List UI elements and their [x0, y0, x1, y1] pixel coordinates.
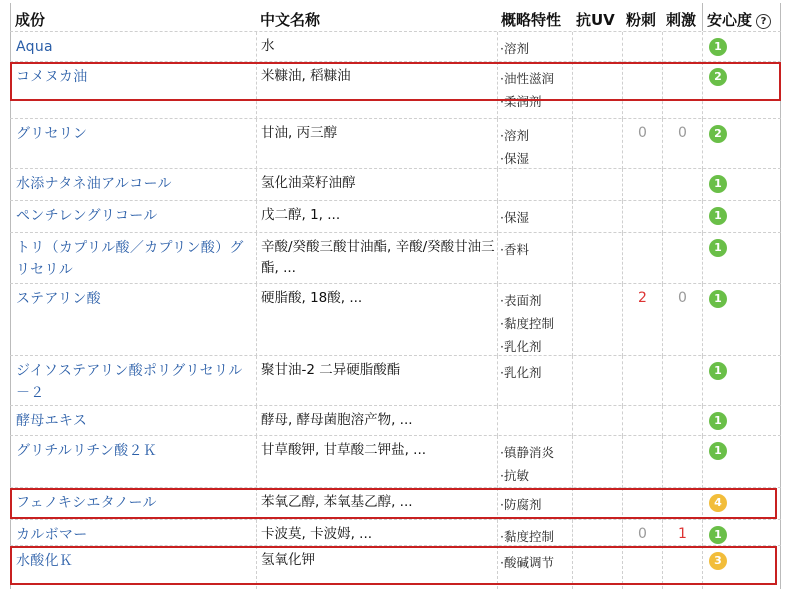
irritation-cell — [662, 488, 702, 520]
safety-badge[interactable]: 1 — [709, 526, 727, 544]
acne-value — [623, 436, 662, 442]
chinese-name-cell — [256, 32, 497, 62]
acne-cell — [622, 119, 662, 169]
acne-cell — [622, 488, 662, 520]
property-list — [498, 406, 572, 411]
property-item: ·乳化剂 — [500, 339, 542, 354]
safety-badge[interactable]: 1 — [709, 290, 727, 308]
property-item: ·黏度控制 — [500, 529, 554, 544]
irritation-cell — [662, 284, 702, 356]
chinese-name-cell — [256, 284, 497, 356]
uv-cell — [572, 520, 622, 546]
acne-cell — [622, 546, 662, 589]
ingredient-cell — [10, 546, 256, 589]
property-cell — [497, 32, 572, 62]
chinese-name-cell — [256, 169, 497, 201]
ingredient-link[interactable]: カルボマー — [16, 527, 88, 543]
uv-cell — [572, 284, 622, 356]
table-row — [10, 545, 781, 589]
ingredient-link[interactable]: 酵母エキス — [16, 413, 88, 429]
ingredient-cell — [10, 62, 256, 119]
ingredient-cell — [10, 169, 256, 201]
table-row — [10, 283, 781, 356]
header-safety-label: 安心度 — [707, 11, 753, 29]
irritation-cell — [662, 32, 702, 62]
safety-badge[interactable]: 1 — [709, 442, 727, 460]
irritation-cell — [662, 169, 702, 201]
irritation-value — [663, 233, 702, 239]
uv-cell — [572, 233, 622, 284]
irritation-value — [663, 201, 702, 207]
chinese-name: 卡波莫, 卡波姆, ... — [261, 526, 373, 542]
table-row — [10, 355, 781, 406]
acne-cell — [622, 32, 662, 62]
uv-value — [573, 520, 622, 526]
acne-cell — [622, 356, 662, 406]
ingredient-cell — [10, 32, 256, 62]
safety-badge[interactable]: 1 — [709, 362, 727, 380]
acne-cell — [622, 62, 662, 119]
property-cell — [497, 488, 572, 520]
acne-cell — [622, 436, 662, 488]
acne-value — [623, 233, 662, 239]
chinese-name: 氢化油菜籽油醇 — [261, 175, 356, 191]
table-row — [10, 232, 781, 284]
safety-badge[interactable]: 3 — [709, 552, 727, 570]
acne-cell — [622, 169, 662, 201]
chinese-name: 甘油, 丙三醇 — [261, 125, 338, 141]
property-item: ·抗敏 — [500, 468, 529, 483]
safety-cell — [702, 356, 781, 406]
uv-value — [573, 406, 622, 412]
property-list — [498, 546, 572, 574]
ingredient-link[interactable]: グリチルリチン酸２Ｋ — [16, 443, 158, 459]
table-row — [10, 200, 781, 233]
ingredient-cell — [10, 119, 256, 169]
property-item: ·保湿 — [500, 151, 529, 166]
irritation-value: 0 — [678, 125, 687, 141]
acne-cell — [622, 520, 662, 546]
safety-cell — [702, 406, 781, 436]
irritation-value — [663, 169, 702, 175]
chinese-name: 氢氧化钾 — [261, 552, 315, 568]
property-list — [498, 488, 572, 516]
table-row — [10, 487, 781, 520]
acne-cell — [622, 201, 662, 233]
property-item: ·防腐剂 — [500, 497, 542, 512]
acne-value — [623, 546, 662, 552]
property-list — [498, 233, 572, 261]
safety-cell — [702, 233, 781, 284]
uv-value — [573, 169, 622, 175]
property-cell — [497, 119, 572, 169]
uv-value — [573, 488, 622, 494]
header-safety — [702, 3, 781, 31]
safety-badge[interactable]: 2 — [709, 68, 727, 86]
property-list — [498, 436, 572, 487]
uv-cell — [572, 488, 622, 520]
chinese-name: 甘草酸钾, 甘草酸二钾盐, ... — [261, 442, 427, 458]
property-cell — [497, 201, 572, 233]
header-irritation: 刺激 — [666, 11, 697, 29]
uv-value — [573, 201, 622, 207]
uv-value — [573, 546, 622, 552]
property-cell — [497, 520, 572, 546]
property-cell — [497, 62, 572, 119]
chinese-name-cell — [256, 356, 497, 406]
table-row — [10, 405, 781, 436]
chinese-name: 硬脂酸, 18酸, ... — [261, 290, 363, 306]
table-row — [10, 31, 781, 62]
uv-value — [573, 284, 622, 290]
safety-cell — [702, 520, 781, 546]
ingredient-link[interactable]: フェノキシエタノール — [16, 495, 157, 511]
acne-value — [623, 169, 662, 175]
acne-value: 2 — [638, 290, 647, 306]
table-row — [10, 519, 781, 546]
property-item: ·镇静消炎 — [500, 445, 554, 460]
acne-value — [623, 406, 662, 412]
chinese-name: 苯氧乙醇, 苯氧基乙醇, ... — [261, 494, 413, 510]
uv-cell — [572, 169, 622, 201]
irritation-cell — [662, 233, 702, 284]
acne-value — [623, 201, 662, 207]
help-icon[interactable]: ? — [756, 14, 771, 29]
ingredient-link[interactable]: Aqua — [16, 39, 53, 55]
uv-value — [573, 233, 622, 239]
chinese-name: 酵母, 酵母菌胞溶产物, ... — [261, 412, 413, 428]
uv-cell — [572, 546, 622, 589]
header-property: 概略特性 — [501, 11, 562, 29]
acne-cell — [622, 233, 662, 284]
property-item: ·酸碱调节 — [500, 555, 554, 570]
safety-cell — [702, 546, 781, 589]
property-item: ·黏度控制 — [500, 316, 554, 331]
chinese-name-cell — [256, 546, 497, 589]
ingredient-cell — [10, 520, 256, 546]
chinese-name-cell — [256, 436, 497, 488]
property-item: ·溶剂 — [500, 41, 529, 56]
ingredient-link[interactable]: コメヌカ油 — [16, 69, 88, 85]
uv-cell — [572, 119, 622, 169]
chinese-name-cell — [256, 406, 497, 436]
property-list — [498, 119, 572, 170]
property-cell — [497, 169, 572, 201]
chinese-name: 辛酸/癸酸三酸甘油酯, 辛酸/癸酸甘油三酯, ... — [261, 239, 495, 276]
safety-badge[interactable]: 4 — [709, 494, 727, 512]
uv-value — [573, 119, 622, 125]
header-acne: 粉刺 — [626, 11, 657, 29]
ingredient-link[interactable]: トリ（カプリル酸／カプリン酸）グリセリル — [16, 240, 244, 278]
irritation-cell — [662, 520, 702, 546]
property-list — [498, 284, 572, 358]
property-cell — [497, 546, 572, 589]
property-item: ·香料 — [500, 242, 529, 257]
property-cell — [497, 284, 572, 356]
ingredient-cell — [10, 356, 256, 406]
ingredient-cell — [10, 233, 256, 284]
uv-cell — [572, 356, 622, 406]
ingredient-link[interactable]: ジイソステアリン酸ポリグリセリル－２ — [16, 363, 243, 401]
uv-cell — [572, 201, 622, 233]
safety-cell — [702, 169, 781, 201]
uv-cell — [572, 32, 622, 62]
safety-cell — [702, 436, 781, 488]
chinese-name-cell — [256, 62, 497, 119]
acne-value: 0 — [638, 125, 647, 141]
acne-value: 0 — [638, 526, 647, 542]
ingredient-link[interactable]: ペンチレングリコール — [16, 208, 158, 224]
uv-value — [573, 436, 622, 442]
safety-cell — [702, 119, 781, 169]
irritation-cell — [662, 406, 702, 436]
irritation-value — [663, 546, 702, 552]
ingredient-link[interactable]: 水添ナタネ油アルコール — [16, 176, 172, 192]
ingredient-cell — [10, 201, 256, 233]
safety-badge[interactable]: 1 — [709, 38, 727, 56]
property-item: ·表面剂 — [500, 293, 542, 308]
safety-cell — [702, 488, 781, 520]
property-item: ·溶剂 — [500, 128, 529, 143]
irritation-value — [663, 62, 702, 68]
irritation-value — [663, 436, 702, 442]
ingredient-link[interactable]: グリセリン — [16, 126, 88, 142]
property-list — [498, 201, 572, 229]
chinese-name: 米糠油, 稻糠油 — [261, 68, 351, 84]
acne-cell — [622, 284, 662, 356]
property-item: ·乳化剂 — [500, 365, 542, 380]
property-item: ·油性滋润 — [500, 71, 554, 86]
safety-badge[interactable]: 1 — [709, 412, 727, 430]
uv-cell — [572, 406, 622, 436]
chinese-name: 戊二醇, 1, ... — [261, 207, 341, 223]
irritation-value: 0 — [678, 290, 687, 306]
property-cell — [497, 436, 572, 488]
acne-value — [623, 62, 662, 68]
chinese-name-cell — [256, 201, 497, 233]
property-list — [498, 520, 572, 548]
irritation-value — [663, 32, 702, 38]
property-cell — [497, 356, 572, 406]
property-list — [498, 32, 572, 60]
irritation-value — [663, 488, 702, 494]
safety-badge[interactable]: 1 — [709, 175, 727, 193]
uv-value — [573, 32, 622, 38]
safety-badge[interactable]: 2 — [709, 125, 727, 143]
property-list — [498, 356, 572, 384]
property-list — [498, 169, 572, 174]
header-uv: 抗UV — [576, 11, 615, 29]
chinese-name: 聚甘油-2 二异硬脂酸酯 — [261, 362, 401, 378]
header-chinese-name: 中文名称 — [260, 11, 321, 29]
safety-cell — [702, 284, 781, 356]
ingredient-link[interactable]: 水酸化Ｋ — [16, 553, 74, 569]
table-row — [10, 61, 781, 119]
ingredient-cell — [10, 406, 256, 436]
table-row — [10, 118, 781, 169]
property-cell — [497, 233, 572, 284]
ingredient-cell — [10, 488, 256, 520]
chinese-name-cell — [256, 119, 497, 169]
chinese-name: 水 — [261, 38, 275, 54]
property-list — [498, 62, 572, 113]
table-row — [10, 435, 781, 488]
chinese-name-cell — [256, 233, 497, 284]
irritation-value — [663, 356, 702, 362]
uv-cell — [572, 62, 622, 119]
irritation-cell — [662, 356, 702, 406]
irritation-value — [663, 406, 702, 412]
ingredient-link[interactable]: ステアリン酸 — [16, 291, 101, 307]
uv-value — [573, 356, 622, 362]
irritation-cell — [662, 119, 702, 169]
property-item: ·柔润剂 — [500, 94, 542, 109]
safety-badge[interactable]: 1 — [709, 239, 727, 257]
irritation-cell — [662, 436, 702, 488]
safety-cell — [702, 201, 781, 233]
ingredient-cell — [10, 284, 256, 356]
safety-badge[interactable]: 1 — [709, 207, 727, 225]
property-cell — [497, 406, 572, 436]
ingredient-cell — [10, 436, 256, 488]
chinese-name-cell — [256, 488, 497, 520]
table-header — [10, 3, 781, 31]
irritation-cell — [662, 62, 702, 119]
uv-value — [573, 62, 622, 68]
irritation-value: 1 — [678, 526, 687, 542]
safety-cell — [702, 62, 781, 119]
property-item: ·保湿 — [500, 210, 529, 225]
header-ingredient: 成份 — [10, 3, 256, 31]
chinese-name-cell — [256, 520, 497, 546]
uv-cell — [572, 436, 622, 488]
acne-value — [623, 356, 662, 362]
safety-cell — [702, 32, 781, 62]
irritation-cell — [662, 201, 702, 233]
acne-value — [623, 488, 662, 494]
irritation-cell — [662, 546, 702, 589]
acne-value — [623, 32, 662, 38]
table-row — [10, 168, 781, 201]
acne-cell — [622, 406, 662, 436]
